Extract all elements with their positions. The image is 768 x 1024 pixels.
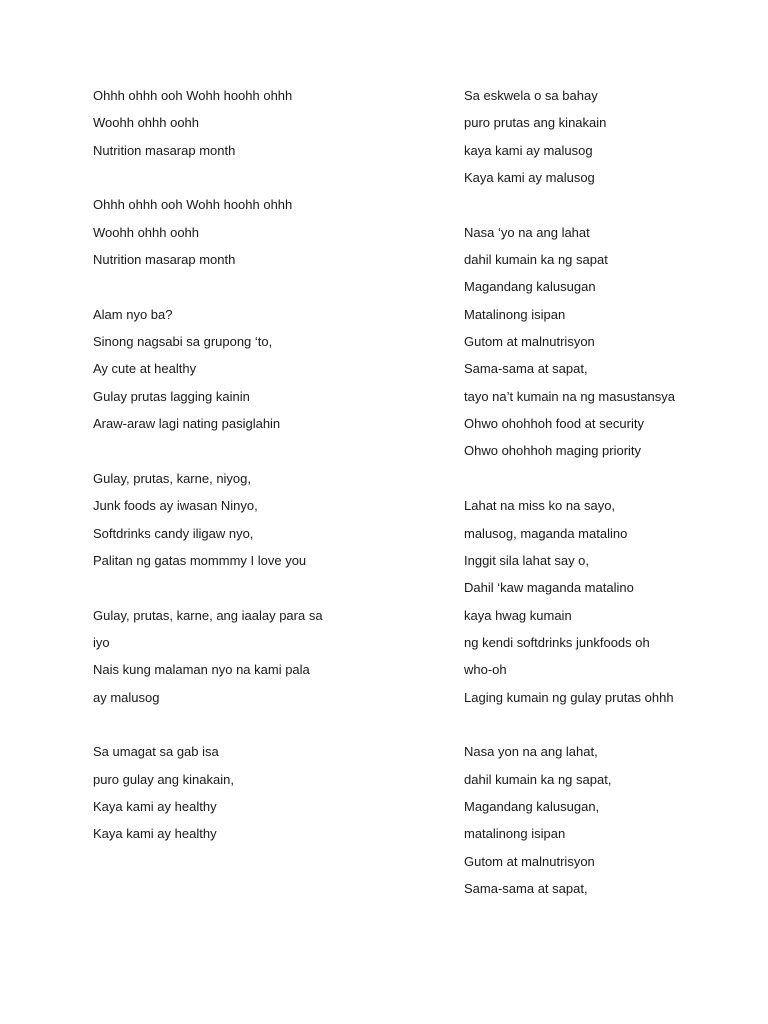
lyric-line: Woohh ohhh oohh [93, 115, 200, 131]
lyric-line: Sa eskwela o sa bahay [464, 88, 598, 103]
lyric-line: Inggit sila lahat say o, [464, 552, 590, 568]
lyric-line: Junk foods ay iwasan Ninyo, [93, 498, 258, 514]
lyric-line: Nutrition masarap month [93, 142, 236, 158]
lyric-line: Sama-sama at sapat, [464, 361, 588, 377]
lyrics-column-right [464, 84, 754, 904]
lyric-line: Laging kumain ng gulay prutas ohhh [464, 689, 674, 705]
lyric-line: Araw-araw lagi nating pasiglahin [93, 416, 281, 432]
lyric-line: Matalinong isipan [464, 306, 566, 322]
lyric-line [464, 193, 754, 220]
lyric-line: Sinong nagsabi sa grupong ‘to, [93, 334, 273, 350]
lyric-line: malusog, maganda matalino [464, 525, 628, 541]
lyric-line: Nutrition masarap month [93, 252, 236, 268]
lyric-line: matalinong isipan [464, 826, 566, 842]
lyric-line [93, 439, 393, 466]
lyric-line: ng kendi softdrinks junkfoods oh [464, 634, 650, 650]
lyric-line: ay malusog [93, 689, 160, 705]
lyric-line [93, 576, 393, 603]
lyric-line: Gulay prutas lagging kainin [93, 388, 250, 404]
lyric-line: Gulay, prutas, karne, niyog, [93, 470, 252, 486]
lyric-line [93, 713, 393, 740]
lyric-line: Gutom at malnutrisyon [464, 334, 595, 350]
lyric-line: Nasa yon na ang lahat, [464, 744, 598, 760]
lyric-line: tayo na’t kumain na ng masustansya [464, 388, 676, 404]
lyric-line: Ohwo ohohhoh food at security [464, 416, 644, 432]
lyric-line: dahil kumain ka ng sapat [464, 252, 608, 268]
lyric-line: Palitan ng gatas mommmy I love you [93, 552, 307, 568]
lyric-line: iyo [93, 634, 110, 650]
lyric-line: Nasa ‘yo na ang lahat [464, 224, 590, 240]
lyric-line: puro gulay ang kinakain, [93, 771, 234, 787]
lyric-line: Ohhh ohhh ooh Wohh hoohh ohhh [93, 197, 293, 213]
lyric-line: Magandang kalusugan [464, 279, 596, 295]
lyric-line: Nais kung malaman nyo na kami pala [93, 662, 310, 678]
lyric-line: Magandang kalusugan, [464, 798, 600, 814]
lyric-line [464, 713, 754, 740]
lyric-line: Kaya kami ay malusog [464, 170, 595, 186]
lyric-line: who-oh [464, 662, 507, 678]
lyric-line [93, 275, 393, 302]
lyric-line: Alam nyo ba? [93, 306, 173, 322]
lyric-line: Gutom at malnutrisyon [464, 853, 595, 869]
lyric-line: Woohh ohhh oohh [93, 224, 200, 240]
lyric-line: Softdrinks candy iligaw nyo, [93, 525, 254, 541]
lyric-line: Dahil ‘kaw maganda matalino [464, 580, 634, 596]
lyrics-column-left [93, 84, 393, 850]
lyric-line: Gulay, prutas, karne, ang iaalay para sa [93, 607, 323, 623]
lyric-line: Ohhh ohhh ooh Wohh hoohh ohhh [93, 88, 293, 103]
lyric-line: kaya kami ay malusog [464, 142, 593, 158]
lyric-line [464, 467, 754, 494]
lyric-line: Kaya kami ay healthy [93, 826, 217, 842]
lyric-line: Ay cute at healthy [93, 361, 197, 377]
lyric-line: Sama-sama at sapat, [464, 880, 588, 896]
lyric-line: Kaya kami ay healthy [93, 798, 217, 814]
lyric-line: Lahat na miss ko na sayo, [464, 498, 616, 514]
lyric-line: kaya hwag kumain [464, 607, 572, 623]
lyric-line [93, 166, 393, 193]
lyric-line: Ohwo ohohhoh maging priority [464, 443, 642, 459]
lyric-line: puro prutas ang kinakain [464, 115, 607, 131]
lyric-line: Sa umagat sa gab isa [93, 744, 219, 760]
lyric-line: dahil kumain ka ng sapat, [464, 771, 612, 787]
